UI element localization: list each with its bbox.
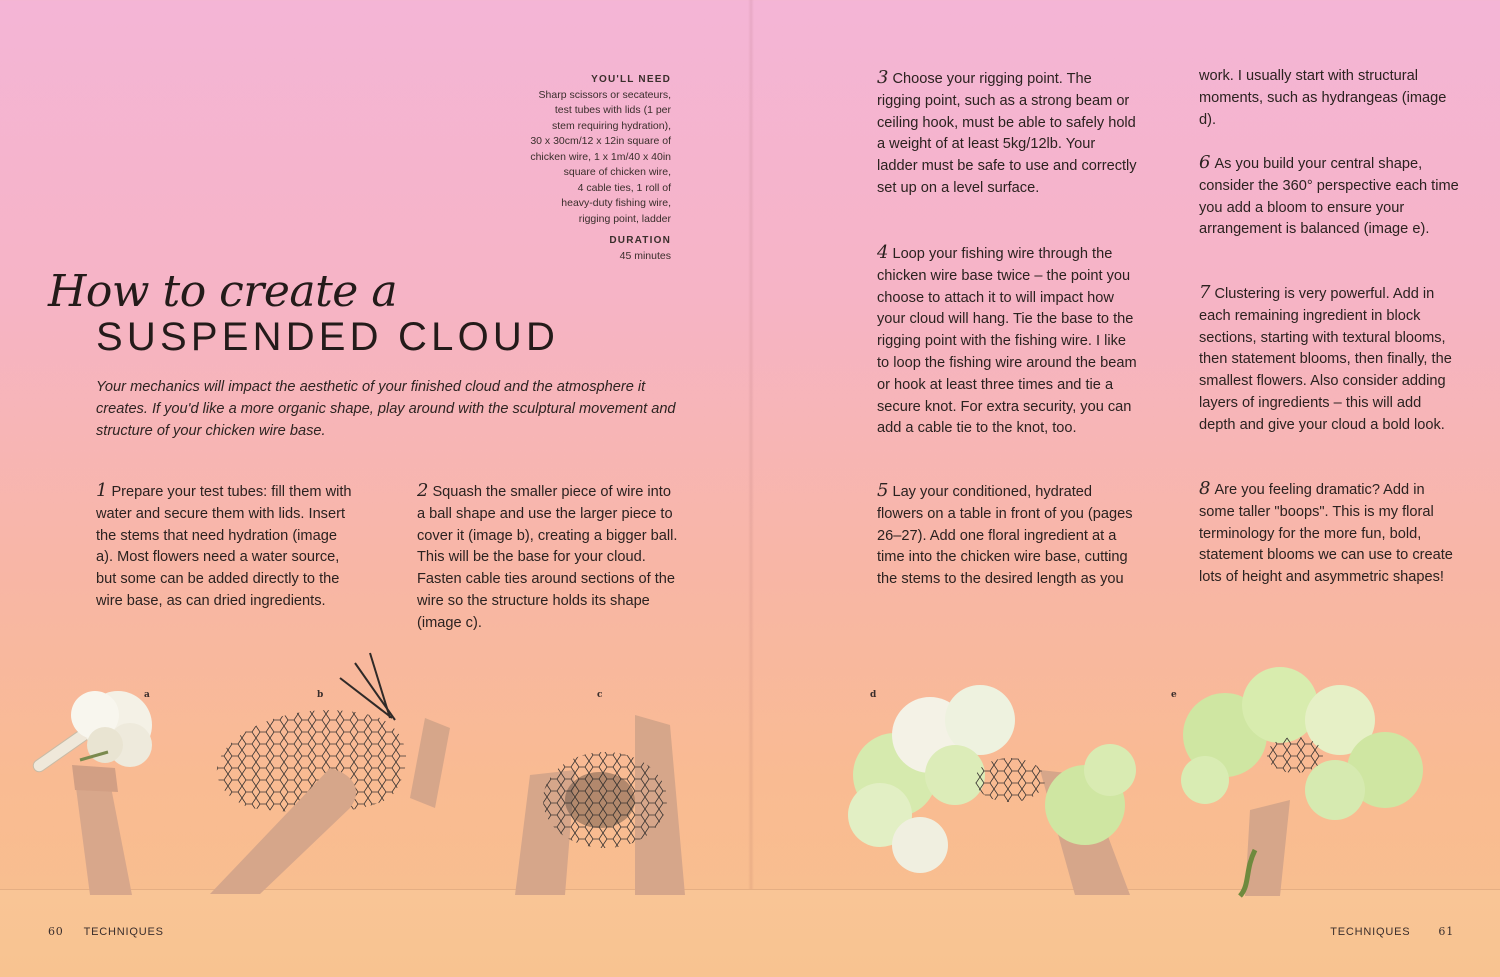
step-3 — [877, 67, 1139, 200]
step-text: Loop your fishing wire through the chicken wire base twice – the point you choose to attach it to will impact how your cloud will hang. Tie the base to the rigging point with the fishing wire. I like to loop the fishing wire around the beam or hook at least three times and tie a secure knot. For extra security, you can add a cable tie to the knot, too. — [877, 246, 1137, 437]
title-script: How to create a — [48, 266, 398, 317]
photo-e-raised-cloud — [1175, 660, 1425, 896]
step-number: 7 — [1199, 282, 1211, 303]
materials-line: 4 cable ties, 1 roll of — [577, 181, 671, 194]
step-text: work. I usually start with structural moments, such as hydrangeas (image d). — [1199, 68, 1447, 128]
image-label-b: b — [317, 690, 324, 700]
intro-paragraph: Your mechanics will impact the aesthetic of your finished cloud and the atmosphere it creates. If you'd like a more organic shape, play around with the sculptural movement and structure of your chicken wire base. — [96, 379, 676, 439]
step-text: Are you feeling dramatic? Add in some taller "boops". This is my floral terminology for the more fun, bold, statement blooms we can use to create lots of height and asymmetric shapes! — [1199, 482, 1453, 586]
step-7 — [1199, 282, 1461, 437]
duration-heading: DURATION — [609, 235, 671, 246]
step-text: Choose your rigging point. The rigging point, such as a strong beam or ceiling hook, must be able to safely hold a weight of at least 5kg/12lb. Your ladder must be safe to use and correctly set up on a level surface. — [877, 71, 1137, 196]
step-text: Prepare your test tubes: fill them with water and secure them with lids. Insert the stems that need hydration (image a). Most flowers need a water source, but some can be added directly to the wire base, as can dried ingredients. — [96, 484, 352, 609]
step-text: As you build your central shape, consider the 360° perspective each time you add a bloom to ensure your arrangement is balanced (image e). — [1199, 156, 1459, 238]
materials-heading: YOU'LL NEED — [591, 74, 671, 85]
folio-left — [48, 925, 164, 938]
page-number-left: 60 — [48, 925, 64, 938]
step-number: 6 — [1199, 152, 1211, 173]
image-label-c: c — [597, 690, 603, 700]
step-text: Clustering is very powerful. Add in each remaining ingredient in block sections, starting with textural blooms, then statement blooms, then finally, the smallest flowers. Also consider adding layers of ingredients – this will add depth and give your cloud a bold look. — [1199, 286, 1452, 433]
step-8 — [1199, 478, 1461, 589]
materials-line: rigging point, ladder — [578, 212, 671, 225]
step-number: 8 — [1199, 478, 1211, 499]
duration-value: 45 minutes — [619, 249, 671, 262]
step-number: 5 — [877, 480, 889, 501]
page-number-right: 61 — [1438, 925, 1454, 938]
folio-right — [1330, 925, 1454, 938]
materials-line: test tubes with lids (1 per — [554, 104, 671, 116]
materials-line: chicken wire, 1 x 1m/40 x 40in — [530, 150, 671, 163]
image-label-e: e — [1171, 690, 1177, 700]
materials-line: Sharp scissors or secateurs, — [538, 88, 671, 101]
step-2 — [417, 480, 679, 635]
materials-line: heavy-duty fishing wire, — [561, 197, 671, 209]
section-name-left: TECHNIQUES — [83, 926, 164, 938]
step-text: Lay your conditioned, hydrated flowers on a table in front of you (pages 26–27). Add one floral ingredient at a time into the chicken wire base, cutting the stems to the desired length as you — [877, 484, 1133, 588]
step-6 — [1199, 152, 1461, 241]
photo-a-hydrangea-test-tube — [20, 670, 160, 895]
step-1 — [96, 480, 356, 613]
step-number: 3 — [877, 67, 889, 88]
photo-d-hydrangea-cloud — [840, 675, 1140, 895]
section-name-right: TECHNIQUES — [1330, 926, 1411, 938]
materials-line: stem requiring hydration), — [551, 119, 671, 132]
book-gutter — [748, 0, 754, 976]
step-number: 4 — [877, 242, 889, 263]
photo-b-chicken-wire — [200, 648, 460, 894]
table-surface — [0, 889, 1500, 977]
image-label-d: d — [870, 690, 877, 700]
step-number: 1 — [96, 480, 108, 501]
step-5-continued — [1199, 66, 1461, 131]
step-4 — [877, 242, 1139, 440]
title-caps: SUSPENDED CLOUD — [96, 315, 560, 359]
materials-box — [481, 72, 671, 264]
step-number: 2 — [417, 480, 429, 501]
photo-c-wire-ball — [505, 695, 705, 895]
materials-line: square of chicken wire, — [563, 166, 671, 178]
step-text: Squash the smaller piece of wire into a ball shape and use the larger piece to cover it (image b), creating a bigger ball. This will be the base for your cloud. Fasten cable ties around sections of the wire so the structure holds its shape (image c). — [417, 484, 678, 631]
image-label-a: a — [144, 690, 150, 700]
materials-line: 30 x 30cm/12 x 12in square of — [530, 135, 671, 147]
step-5 — [877, 480, 1139, 591]
